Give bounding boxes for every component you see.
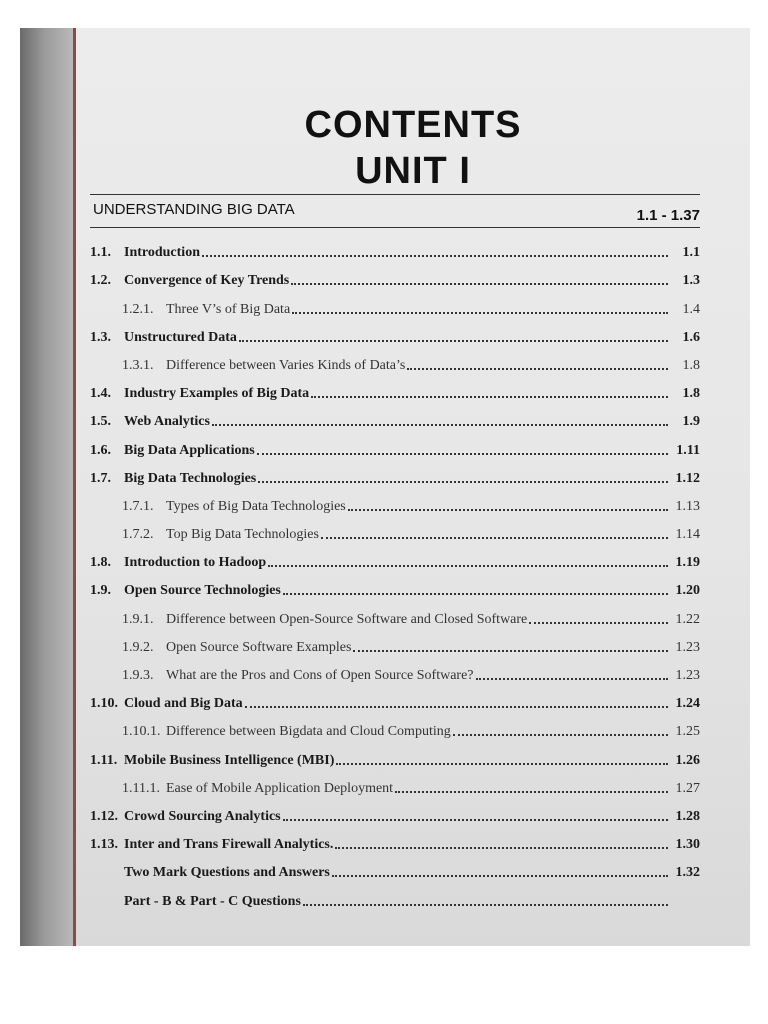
toc-entry-number: 1.2.1. bbox=[122, 301, 154, 317]
toc-entry-page: 1.8 bbox=[682, 357, 700, 373]
unit-page-range: 1.1 - 1.37 bbox=[636, 207, 700, 224]
toc-entry-page: 1.8 bbox=[682, 386, 700, 402]
dot-leader bbox=[529, 621, 668, 624]
toc-entry bbox=[90, 374, 700, 402]
toc-entry bbox=[90, 402, 700, 430]
dot-leader bbox=[258, 480, 668, 483]
unit-header bbox=[90, 192, 700, 232]
dot-leader bbox=[257, 452, 668, 455]
toc-entry-title: Three V’s of Big Data bbox=[166, 301, 291, 317]
dot-leader bbox=[395, 790, 668, 793]
toc-entry-page: 1.26 bbox=[675, 752, 700, 768]
toc-entry-number: 1.11.1. bbox=[122, 780, 160, 796]
unit-heading: UNIT I bbox=[355, 150, 471, 192]
toc-entry bbox=[90, 881, 700, 909]
toc-entry-page: 1.32 bbox=[675, 865, 700, 881]
toc-entry-number: 1.9.2. bbox=[122, 639, 154, 655]
toc-entry-number: 1.8. bbox=[90, 555, 111, 571]
toc-entry-number: 1.3. bbox=[90, 329, 111, 345]
dot-leader bbox=[476, 677, 668, 680]
dot-leader bbox=[268, 564, 668, 567]
toc-entry-page: 1.14 bbox=[675, 527, 700, 543]
toc-entry-title: Open Source Technologies bbox=[124, 583, 281, 599]
toc-entry-title: What are the Pros and Cons of Open Source Software? bbox=[166, 668, 474, 683]
toc-entry bbox=[90, 684, 700, 712]
dot-leader bbox=[332, 874, 668, 877]
toc-entry-page: 1.19 bbox=[675, 555, 700, 571]
toc-entry bbox=[90, 825, 700, 853]
toc-entry-page: 1.1 bbox=[682, 245, 700, 261]
toc-entry-number: 1.1. bbox=[90, 245, 111, 261]
dot-leader bbox=[291, 282, 668, 285]
toc-entry bbox=[90, 769, 700, 797]
toc-entry-title: Difference between Bigdata and Cloud Computing bbox=[166, 724, 451, 740]
toc-entry-number: 1.9. bbox=[90, 583, 111, 599]
toc-entry-page: 1.3 bbox=[682, 273, 700, 289]
dot-leader bbox=[283, 818, 668, 821]
toc-entry bbox=[90, 261, 700, 289]
dot-leader bbox=[239, 339, 668, 342]
toc-entry-page: 1.24 bbox=[675, 696, 700, 712]
toc-entry bbox=[90, 543, 700, 571]
toc-entry bbox=[90, 515, 700, 543]
toc-entry-page: 1.23 bbox=[675, 639, 700, 655]
toc-entry-title: Difference between Open-Source Software and Closed Software bbox=[166, 611, 528, 627]
toc-entry-page: 1.12 bbox=[675, 470, 700, 486]
toc-entry-number: 1.7.1. bbox=[122, 498, 154, 514]
toc-entry bbox=[90, 797, 700, 825]
toc-entry-page: 1.23 bbox=[675, 668, 700, 683]
toc-entry-number: 1.11. bbox=[90, 752, 118, 768]
toc-entry-title: Convergence of Key Trends bbox=[124, 273, 290, 289]
contents-heading: CONTENTS bbox=[304, 104, 522, 146]
toc-entry-page: 1.27 bbox=[675, 780, 700, 796]
toc-entry bbox=[90, 459, 700, 487]
toc-entry-page: 1.20 bbox=[675, 583, 700, 599]
dot-leader bbox=[292, 311, 668, 314]
dot-leader bbox=[311, 395, 668, 398]
dot-leader bbox=[283, 592, 668, 595]
dot-leader bbox=[353, 649, 668, 652]
toc-entry bbox=[90, 233, 700, 261]
toc-entry-page: 1.4 bbox=[682, 301, 700, 317]
dot-leader bbox=[348, 508, 668, 511]
divider bbox=[90, 227, 700, 228]
toc-entry bbox=[90, 628, 700, 656]
toc-entry-page: 1.25 bbox=[675, 724, 700, 740]
toc-entry-page: 1.11 bbox=[676, 442, 700, 458]
toc-entry-page: 1.9 bbox=[682, 414, 700, 430]
toc-entry-title: Unstructured Data bbox=[124, 329, 237, 345]
toc-entry-title: Part - B & Part - C Questions bbox=[124, 893, 301, 909]
toc-entry-title: Two Mark Questions and Answers bbox=[124, 865, 330, 881]
toc-entry-page: 1.6 bbox=[682, 329, 700, 345]
toc-list bbox=[90, 233, 700, 910]
dot-leader bbox=[202, 254, 668, 257]
dot-leader bbox=[245, 705, 668, 708]
toc-entry-title: Web Analytics bbox=[124, 414, 210, 430]
toc-entry-number: 1.5. bbox=[90, 414, 111, 430]
toc-entry bbox=[90, 740, 700, 768]
toc-entry bbox=[90, 318, 700, 346]
toc-entry-number: 1.10.1. bbox=[122, 724, 161, 740]
dot-leader bbox=[453, 733, 668, 736]
toc-entry-number: 1.9.1. bbox=[122, 611, 154, 627]
toc-entry-number: 1.2. bbox=[90, 273, 111, 289]
toc-entry-page: 1.28 bbox=[675, 808, 700, 824]
dot-leader bbox=[212, 423, 668, 426]
toc-entry-number: 1.7.2. bbox=[122, 527, 154, 543]
toc-entry-number: 1.12. bbox=[90, 808, 118, 824]
dot-leader bbox=[321, 536, 668, 539]
toc-entry bbox=[90, 656, 700, 684]
toc-entry-title: Industry Examples of Big Data bbox=[124, 386, 310, 402]
toc-entry-title: Introduction bbox=[124, 245, 200, 261]
toc-entry bbox=[90, 853, 700, 881]
toc-entry-title: Crowd Sourcing Analytics bbox=[124, 808, 281, 824]
toc-entry-number: 1.6. bbox=[90, 442, 111, 458]
toc-entry bbox=[90, 712, 700, 740]
toc-entry-title: Introduction to Hadoop bbox=[124, 555, 267, 571]
toc-entry-number: 1.3.1. bbox=[122, 357, 154, 373]
toc-entry-title: Big Data Applications bbox=[124, 442, 255, 458]
toc-entry-title: Open Source Software Examples bbox=[166, 639, 352, 655]
dot-leader bbox=[303, 903, 668, 906]
divider bbox=[90, 194, 700, 195]
dot-leader bbox=[336, 762, 668, 765]
toc-entry-number: 1.10. bbox=[90, 696, 118, 712]
dot-leader bbox=[335, 846, 668, 849]
toc-entry-title: Inter and Trans Firewall Analytics. bbox=[124, 837, 334, 853]
toc-entry bbox=[90, 346, 700, 374]
toc-entry bbox=[90, 430, 700, 458]
toc-entry-title: Cloud and Big Data bbox=[124, 696, 243, 712]
toc-entry bbox=[90, 599, 700, 627]
toc-entry bbox=[90, 289, 700, 317]
dot-leader bbox=[407, 367, 668, 370]
toc-entry-title: Types of Big Data Technologies bbox=[166, 498, 346, 514]
book-spine bbox=[20, 28, 73, 946]
toc-entry-page: 1.22 bbox=[675, 611, 700, 627]
toc-entry-title: Mobile Business Intelligence (MBI) bbox=[124, 752, 335, 768]
toc-entry-title: Difference between Varies Kinds of Data’s bbox=[166, 357, 406, 373]
toc-entry-number: 1.4. bbox=[90, 386, 111, 402]
contents-page bbox=[73, 28, 750, 946]
toc-entry-title: Big Data Technologies bbox=[124, 470, 257, 486]
document-photo bbox=[20, 28, 750, 946]
toc-entry-number: 1.13. bbox=[90, 837, 118, 853]
toc-entry bbox=[90, 487, 700, 515]
toc-entry-number: 1.7. bbox=[90, 470, 111, 486]
toc-entry bbox=[90, 571, 700, 599]
toc-entry-page: 1.13 bbox=[675, 498, 700, 514]
toc-entry-number: 1.9.3. bbox=[122, 668, 154, 683]
toc-entry-title: Top Big Data Technologies bbox=[166, 527, 319, 543]
toc-entry-page: 1.30 bbox=[675, 837, 700, 853]
unit-title: UNDERSTANDING BIG DATA bbox=[93, 201, 295, 218]
toc-entry-title: Ease of Mobile Application Deployment bbox=[166, 780, 394, 796]
